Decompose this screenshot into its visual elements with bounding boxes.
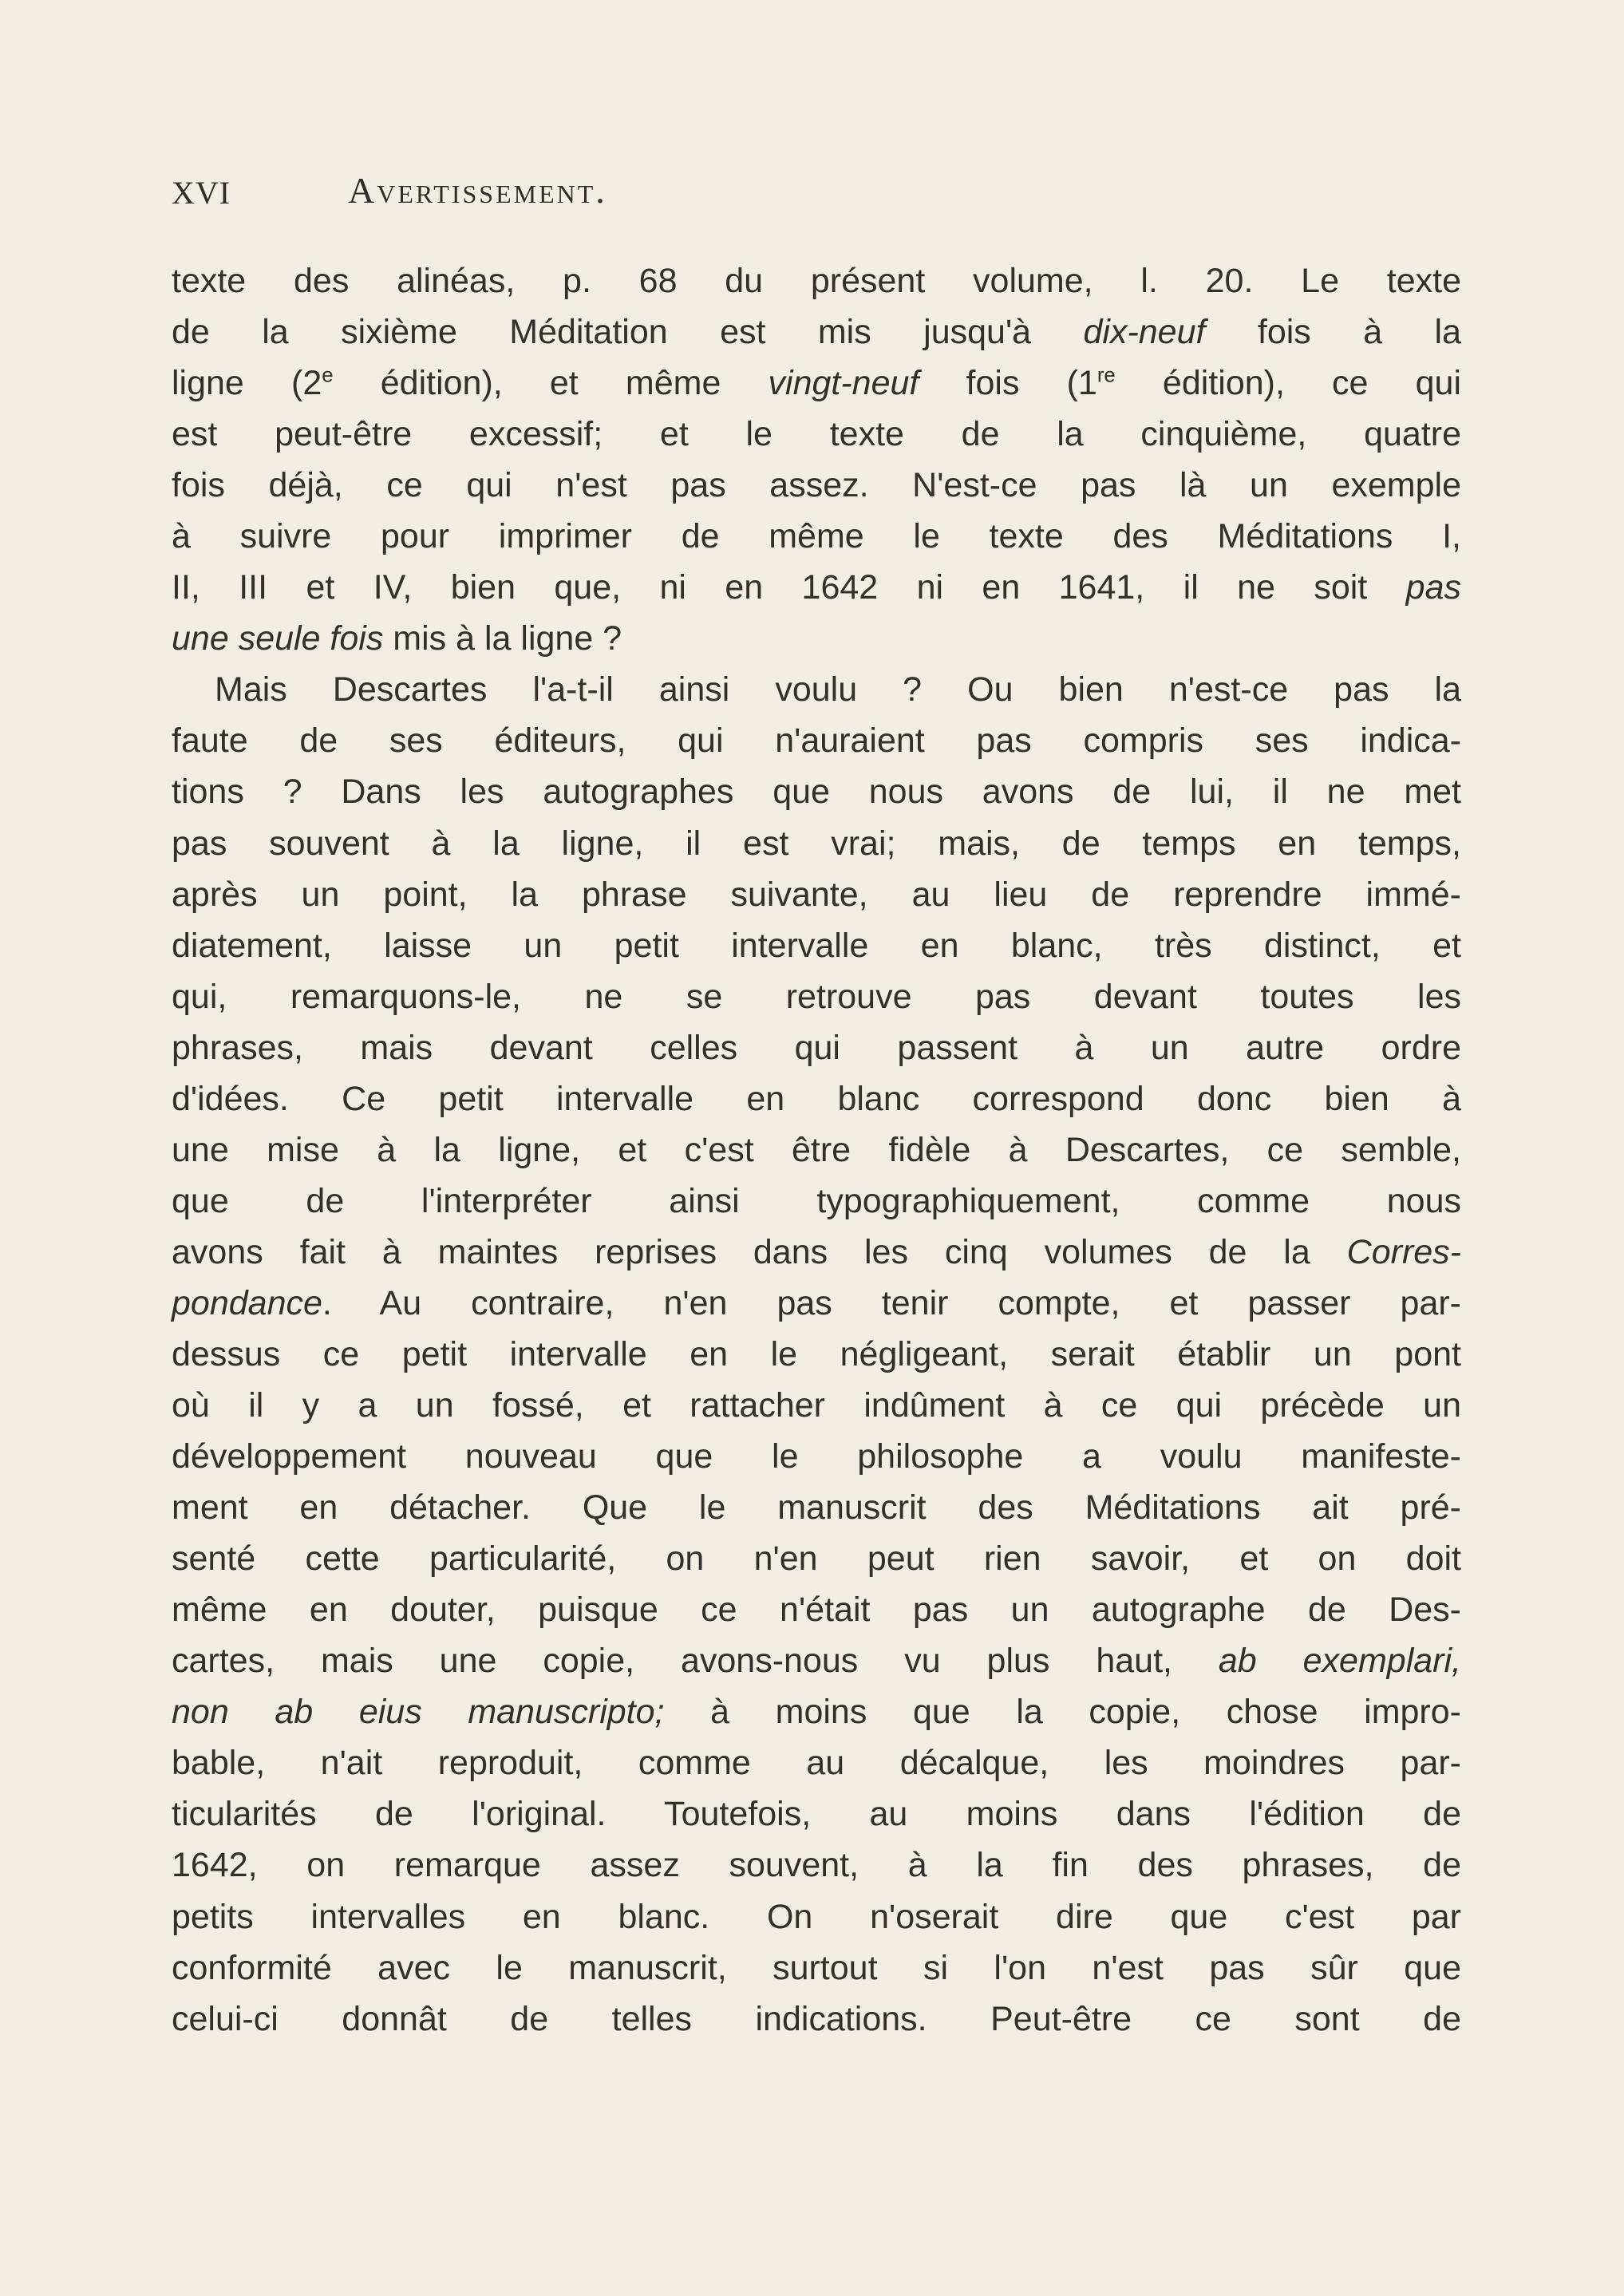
page-number: XVI [172,175,231,211]
italic-text: pondance [172,1283,322,1322]
text-run: bable, n'ait reproduit, comme au décalque, les moindres par- [172,1744,1461,1783]
text-line [172,664,1461,715]
text-run: fois à la [1205,313,1461,352]
text-run: faute de ses éditeurs, qui n'auraient pas compris ses indica- [172,721,1461,761]
text-run: mis à la ligne ? [383,619,622,658]
text-line [172,715,1461,766]
italic-text: dix-neuf [1083,313,1206,352]
text-run: même en douter, puisque ce n'était pas un autographe de Des- [172,1591,1461,1630]
text-line [172,1891,1461,1942]
text-run: à moins que la copie, chose impro- [664,1693,1461,1732]
page-header [172,169,1464,217]
text-run: à suivre pour imprimer de même le texte des Méditations I, [172,517,1461,556]
text-run: tions ? Dans les autographes que nous avons de lui, il ne met [172,773,1461,812]
text-line [172,869,1461,920]
text-run: cartes, mais une copie, avons-nous vu plus haut, [172,1642,1219,1681]
text-run: édition), ce qui [1115,364,1462,403]
text-line [172,511,1461,562]
text-run: avons fait à maintes reprises dans les cinq volumes de la [172,1232,1347,1271]
text-run: fois (1 [919,364,1097,403]
text-line [172,920,1461,971]
text-line [172,358,1461,409]
text-line [172,306,1461,358]
text-run: conformité avec le manuscrit, surtout si l'on n'est pas sûr que [172,1948,1461,1987]
text-run: texte des alinéas, p. 68 du présent volume, l. 20. Le texte [172,262,1461,300]
text-run: est peut-être excessif; et le texte de la cinquième, quatre [172,415,1461,454]
text-run: fois déjà, ce qui n'est pas assez. N'est-ce pas là un exemple [172,466,1461,505]
text-line [172,1533,1461,1584]
text-line [172,1227,1461,1278]
italic-text: pas [1405,568,1461,607]
text-run: ligne (2 [172,364,322,403]
text-line [172,613,1461,664]
body-text [172,255,1461,2045]
text-line [172,1124,1461,1176]
text-line [172,818,1461,869]
text-run: édition), et même [333,364,769,403]
text-line [172,1737,1461,1788]
text-line [172,1431,1461,1482]
text-run: une mise à la ligne, et c'est être fidèle à Descartes, ce semble, [172,1130,1461,1169]
text-run: après un point, la phrase suivante, au lieu de reprendre immé- [172,875,1461,914]
text-run: diatement, laisse un petit intervalle en blanc, très distinct, et [172,926,1461,965]
italic-text: ab exemplari, [1218,1642,1461,1681]
text-run: 1642, on remarque assez souvent, à la fin des phrases, de [172,1846,1461,1885]
text-run: de la sixième Méditation est mis jusqu'à [172,313,1084,352]
italic-text: Corres- [1346,1232,1461,1271]
text-run: petits intervalles en blanc. On n'oserait dire que c'est par [172,1897,1461,1936]
text-line [172,255,1461,306]
text-line [172,971,1461,1022]
text-run: II, III et IV, bien que, ni en 1642 ni en 1641, il ne soit [172,568,1406,607]
text-line [172,1022,1461,1073]
text-line [172,1635,1461,1686]
text-line [172,1329,1461,1380]
text-run: dessus ce petit intervalle en le négligeant, serait établir un pont [172,1334,1461,1373]
text-line [172,1942,1461,1994]
italic-text: une seule fois [172,619,384,658]
superscript: e [322,364,334,387]
italic-text: vingt-neuf [768,364,919,403]
text-line [172,1176,1461,1227]
text-line [172,1073,1461,1124]
text-run: phrases, mais devant celles qui passent à un autre ordre [172,1028,1461,1067]
text-line [172,1482,1461,1533]
text-run: . Au contraire, n'en pas tenir compte, et passer par- [322,1283,1461,1322]
text-run: d'idées. Ce petit intervalle en blanc correspond donc bien à [172,1079,1461,1118]
text-run: senté cette particularité, on n'en peut rien savoir, et on doit [172,1539,1461,1579]
text-run: celui-ci donnât de telles indications. Peut-être ce sont de [172,1999,1461,2038]
text-line [172,1584,1461,1635]
text-line [172,766,1461,817]
text-run: où il y a un fossé, et rattacher indûment à ce qui précède un [172,1386,1461,1425]
italic-text: non ab eius manuscripto; [172,1693,665,1732]
text-line [172,409,1461,460]
text-run: ticularités de l'original. Toutefois, au moins dans l'édition de [172,1795,1461,1834]
text-line [172,1686,1461,1737]
text-run: que de l'interpréter ainsi typographiquement, comme nous [172,1181,1461,1220]
text-line [172,1994,1461,2045]
text-line [172,1788,1461,1840]
text-line [172,562,1461,613]
text-run: ment en détacher. Que le manuscrit des Méditations ait pré- [172,1488,1461,1527]
text-line [172,1840,1461,1891]
running-title: Avertissement. [348,170,607,211]
text-run: Mais Descartes l'a-t-il ainsi voulu ? Ou bien n'est-ce pas la [215,670,1461,709]
text-run: développement nouveau que le philosophe a voulu manifeste- [172,1437,1461,1476]
text-line [172,1380,1461,1431]
text-line [172,1278,1461,1329]
superscript: re [1096,364,1116,387]
text-line [172,460,1461,511]
text-run: pas souvent à la ligne, il est vrai; mais, de temps en temps, [172,824,1461,863]
text-run: qui, remarquons-le, ne se retrouve pas devant toutes les [172,977,1461,1016]
